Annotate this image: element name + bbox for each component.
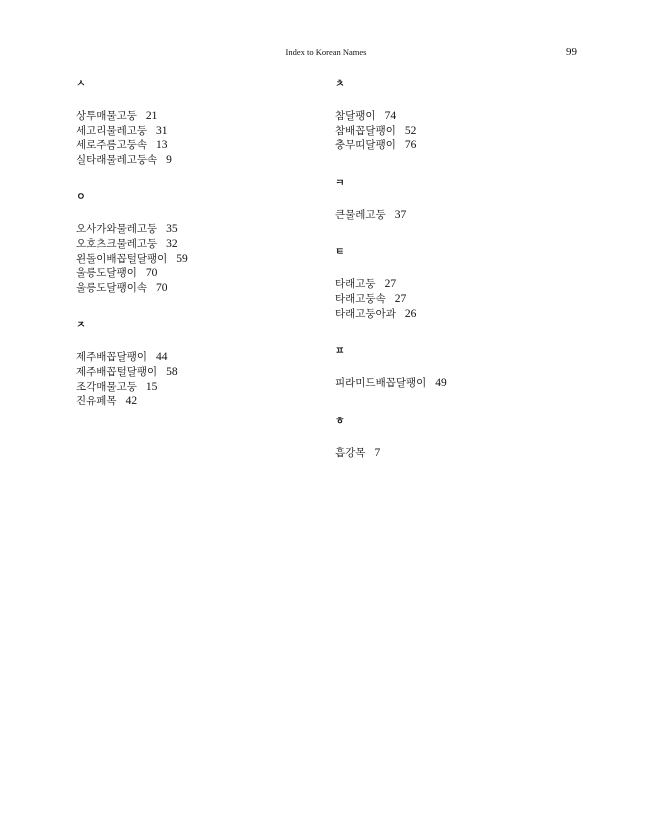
index-entry [335, 138, 575, 153]
index-entry [335, 307, 575, 322]
index-entry [335, 109, 575, 124]
section-letter: ㅍ [335, 346, 345, 358]
entry-page-number: 37 [394, 208, 407, 221]
entry-name: 왼돌이배꼽털달팽이 [76, 252, 168, 265]
entry-name: 타래고둥 [335, 278, 376, 291]
index-entry [76, 266, 316, 281]
entry-page-number: 52 [404, 124, 417, 137]
entry-name: 피라미드배꼽달팽이 [335, 377, 427, 390]
section-letter: ㅎ [335, 415, 345, 427]
entry-page-number: 7 [374, 446, 381, 459]
entry-page-number: 59 [176, 252, 188, 265]
index-entry [76, 138, 316, 153]
index-entry [335, 208, 575, 223]
entry-page-number: 13 [156, 139, 168, 152]
entry-name: 상투매물고둥 [76, 110, 137, 122]
entry-page-number: 70 [145, 267, 158, 280]
entry-page-number: 42 [125, 395, 138, 408]
section-letter: ㅊ [335, 79, 345, 90]
section-letter: ㅋ [335, 177, 345, 189]
entry-name: 울릉도달팽이속 [76, 281, 148, 294]
entry-name: 큰물레고둥 [335, 208, 386, 221]
entry-name: 세로주름고둥속 [76, 139, 148, 152]
entry-page-number: 27 [384, 278, 397, 291]
entry-page-number: 74 [384, 110, 397, 122]
index-section [335, 415, 575, 461]
index-entry [335, 376, 575, 391]
entry-name: 울릉도달팽이 [76, 267, 137, 280]
entry-page-number: 49 [435, 377, 447, 390]
entry-page-number: 21 [145, 110, 158, 122]
index-section [335, 177, 575, 223]
index-section [335, 246, 575, 321]
entry-page-number: 35 [166, 223, 178, 236]
index-section [76, 191, 316, 295]
entry-name: 실타래물레고둥속 [76, 153, 158, 166]
entry-name: 타래고둥속 [335, 292, 386, 305]
entry-page-number: 27 [394, 292, 407, 305]
index-entry [76, 252, 316, 267]
entry-page-number: 15 [145, 380, 158, 393]
entry-name: 제주배꼽달팽이 [76, 351, 148, 364]
entry-page-number: 9 [166, 153, 172, 166]
index-left-column [76, 78, 316, 433]
section-letter: ㅌ [335, 247, 345, 259]
index-right-column [335, 78, 575, 484]
entry-name: 참달팽이 [335, 110, 376, 122]
running-head [0, 45, 652, 59]
entry-name: 흡강목 [335, 446, 366, 459]
entry-page-number: 32 [166, 237, 178, 250]
entry-page-number: 70 [156, 281, 168, 294]
index-entry [76, 365, 316, 380]
index-entry [76, 153, 316, 168]
entry-name: 오사가와물레고둥 [76, 223, 158, 236]
index-section [76, 78, 316, 167]
index-entry [335, 292, 575, 307]
entry-name: 세고리물레고둥 [76, 124, 148, 137]
page-number: 99 [566, 46, 577, 58]
entry-name: 조각매물고둥 [76, 380, 137, 393]
index-entry [335, 446, 575, 461]
index-entry [76, 394, 316, 409]
index-entry [76, 380, 316, 395]
entry-name: 타래고둥아과 [335, 307, 396, 320]
entry-page-number: 26 [404, 307, 417, 320]
index-section [76, 319, 316, 408]
index-entry [76, 350, 316, 365]
entry-name: 참배꼽달팽이 [335, 124, 396, 137]
entry-name: 충무띠달팽이 [335, 139, 396, 152]
index-entry [76, 237, 316, 252]
index-entry [76, 109, 316, 124]
section-letter: ㅇ [76, 192, 86, 204]
index-entry [335, 277, 575, 292]
index-entry [76, 222, 316, 237]
index-section [335, 78, 575, 153]
index-section [335, 345, 575, 391]
index-entry [335, 124, 575, 139]
entry-name: 오호츠크물레고둥 [76, 237, 158, 250]
running-title: Index to Korean Names [285, 47, 367, 57]
entry-name: 진유페목 [76, 395, 117, 408]
entry-page-number: 44 [156, 351, 168, 364]
section-letter: ㅅ [76, 79, 86, 90]
entry-page-number: 58 [166, 365, 178, 378]
index-entry [76, 281, 316, 296]
entry-page-number: 31 [156, 124, 168, 137]
entry-page-number: 76 [404, 139, 417, 152]
entry-name: 제주배꼽털달팽이 [76, 365, 158, 378]
section-letter: ㅈ [76, 320, 86, 332]
index-entry [76, 124, 316, 139]
